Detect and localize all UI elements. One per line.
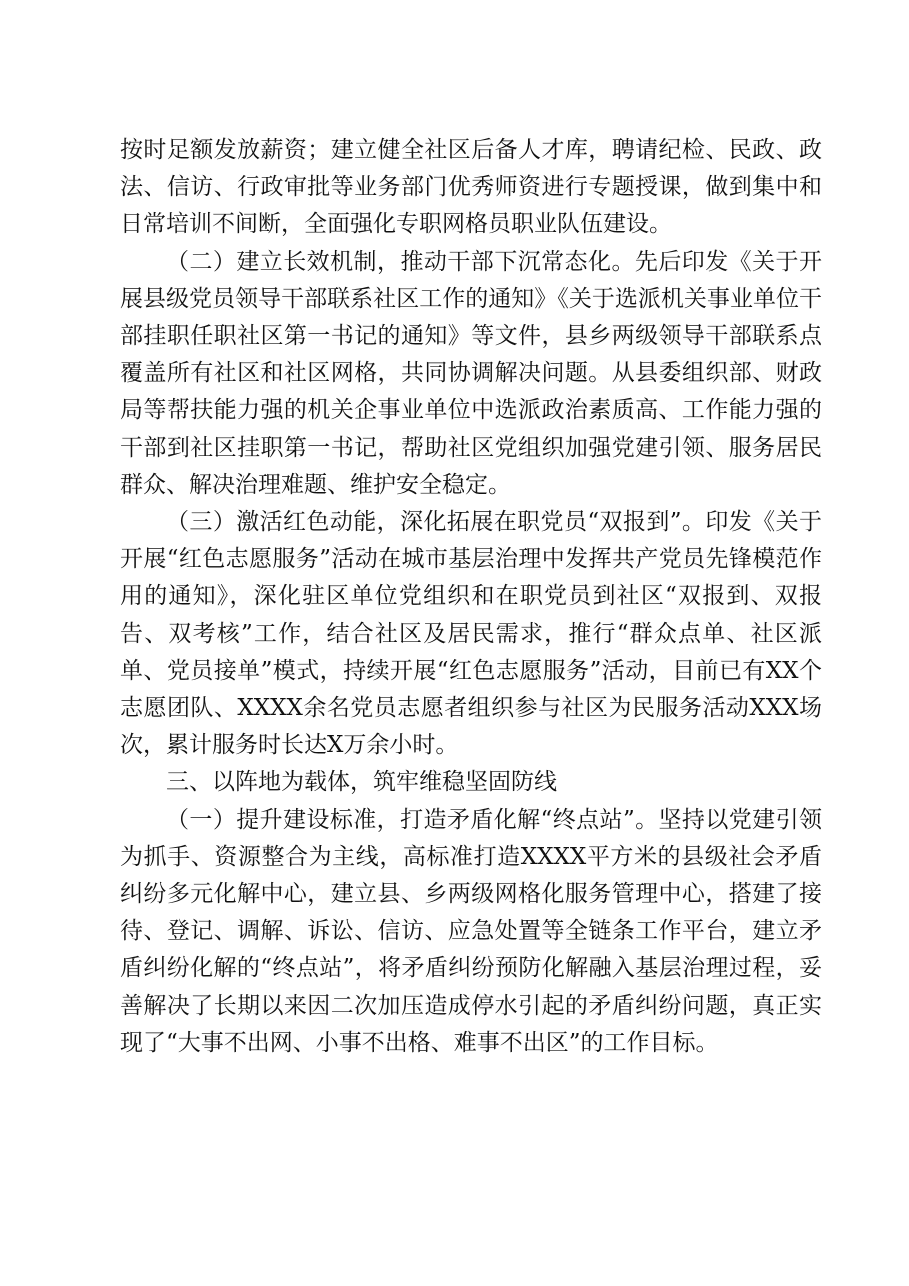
paragraph-continuation: 按时足额发放薪资；建立健全社区后备人才库，聘请纪检、民政、政法、信访、行政审批等业务部门优秀师资进行专题授课，做到集中和日常培训不间断，全面强化专职网格员职业队伍建设。	[120, 137, 822, 238]
paragraph-section-2-2: （二）建立长效机制，推动干部下沉常态化。先后印发《关于开展县级党员领导干部联系社区工作的通知》《关于选派机关事业单位干部挂职任职社区第一书记的通知》等文件，县乡两级领导干部联系点覆盖所有社区和社区网格，共同协调解决问题。从县委组织部、财政局等帮扶能力强的机关企事业单位中选派政治素质高、工作能力强的干部到社区挂职第一书记，帮助社区党组织加强党建引领、服务居民群众、解决治理难题、维护安全稳定。	[120, 248, 822, 498]
paragraph-section-2-3: （三）激活红色动能，深化拓展在职党员“双报到”。印发《关于开展“红色志愿服务”活动在城市基层治理中发挥共产党员先锋模范作用的通知》，深化驻区单位党组织和在职党员到社区“双报到、双报告、双考核”工作，结合社区及居民需求，推行“群众点单、社区派单、党员接单”模式，持续开展“红色志愿服务”活动，目前已有XX个志愿团队、XXXX余名党员志愿者组织参与社区为民服务活动XXX场次，累计服务时长达X万余小时。	[120, 509, 822, 759]
paragraph-section-3-1: （一）提升建设标准，打造矛盾化解“终点站”。坚持以党建引领为抓手、资源整合为主线，高标准打造XXXX平方米的县级社会矛盾纠纷多元化解中心，建立县、乡两级网格化服务管理中心，搭建了接待、登记、调解、诉讼、信访、应急处置等全链条工作平台，建立矛盾纠纷化解的“终点站”，将矛盾纠纷预防化解融入基层治理过程，妥善解决了长期以来因二次加压造成停水引起的矛盾纠纷问题，真正实现了“大事不出网、小事不出格、难事不出区”的工作目标。	[120, 806, 822, 1056]
section-heading-3: 三、以阵地为载体，筑牢维稳坚固防线	[166, 769, 557, 796]
document-body	[120, 132, 822, 1062]
